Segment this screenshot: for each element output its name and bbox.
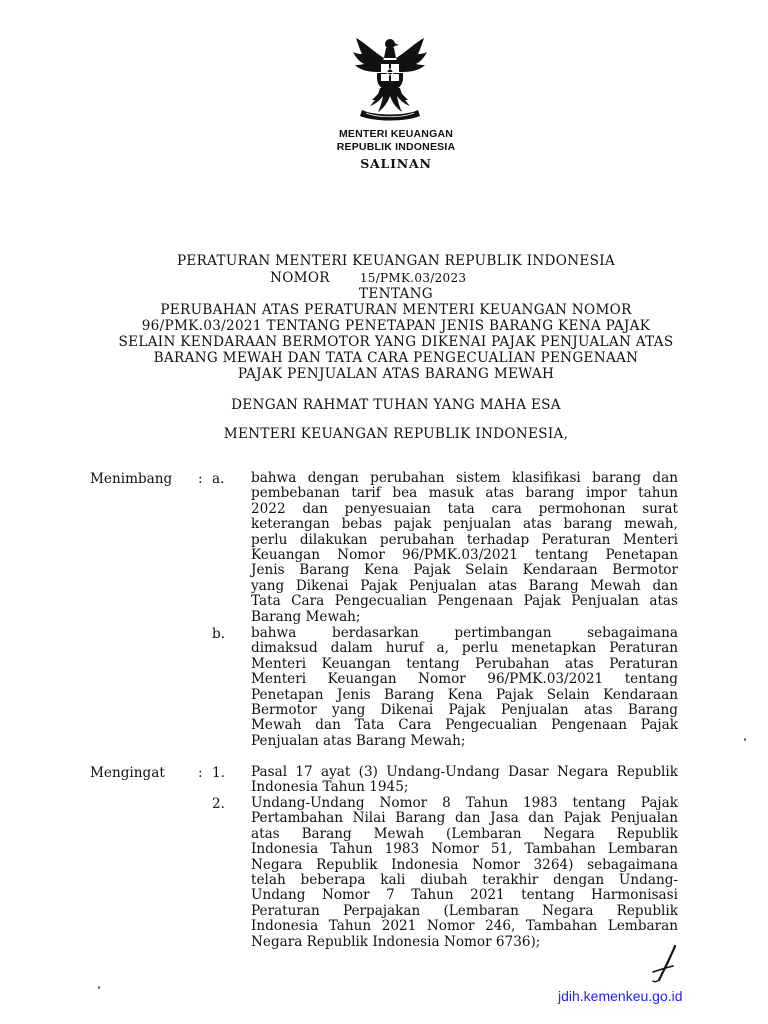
item-marker: 1. [212,765,225,781]
text-line: Jenis Barang Kena Pajak Selain Kendaraan Bermotor [251,562,678,579]
text-line: dimaksud dalam huruf a, perlu menetapkan Peraturan [251,640,678,657]
text-line: bahwa dengan perubahan sistem klasifikasi barang dan [251,470,678,486]
text-line: atas Barang Mewah (Lembaran Negara Republik [251,825,678,842]
text-line: Menteri Keuangan Nomor 96/PMK.03/2021 tentang [251,671,678,688]
scan-speck [98,986,100,989]
garuda-emblem-icon [350,34,430,122]
text-line: Penetapan Jenis Barang Kena Pajak Selain Kendaraan [251,686,678,703]
text-line: perlu dilakukan perubahan terhadap Peraturan Menteri [251,531,678,548]
text-line: Mewah dan Tata Cara Pengecualian Pengenaan Pajak [251,717,678,734]
subject-line: BARANG MEWAH DAN TATA CARA PENGECUALIAN PENGENAAN [153,350,639,366]
mengingat-colon: : [198,765,203,781]
text-line: Barang Mewah; [251,608,361,625]
text-line: Pasal 17 ayat (3) Undang-Undang Dasar Negara Republik [251,764,678,780]
subject-line: 96/PMK.03/2021 TENTANG PENETAPAN JENIS BARANG KENA PAJAK [141,318,651,334]
text-line: Negara Republik Indonesia Nomor 3264) sebagaimana [251,856,678,873]
text-line: Undang Nomor 7 Tahun 2021 tentang Harmonisasi [251,887,678,904]
source-link[interactable]: jdih.kemenkeu.go.id [558,988,683,1004]
item-marker: 2. [212,796,225,812]
scan-speck [744,738,746,741]
text-line: 2022 dan penyesuaian tata cara permohonan surat [251,500,678,517]
item-marker: a. [212,471,225,487]
mengingat-label: Mengingat [90,765,165,781]
initial-signature-mark [645,944,681,984]
text-line: Undang-Undang Nomor 8 Tahun 1983 tentang Pajak [251,795,678,811]
text-line: Pertambahan Nilai Barang dan Jasa dan Pajak Penjualan [251,810,678,827]
mengingat-item-1 [251,765,678,796]
menimbang-item-b [251,626,678,749]
text-line: pembebanan tarif bea masuk atas barang impor tahun [251,485,678,502]
text-line: Peraturan Perpajakan (Lembaran Negara Republik [251,902,678,919]
text-line: keterangan bebas pajak penjualan atas barang mewah, [251,516,678,533]
text-line: Indonesia Tahun 1945; [251,779,409,796]
subject-line: SELAIN KENDARAAN BERMOTOR YANG DIKENAI PAJAK PENJUALAN ATAS [118,334,674,350]
regulation-number [270,270,466,286]
office-name-line2: REPUBLIK INDONESIA [336,141,456,153]
tentang-label: TENTANG [359,286,433,302]
item-marker: b. [212,626,226,642]
blessing-line: DENGAN RAHMAT TUHAN YANG MAHA ESA [231,397,561,413]
text-line: Negara Republik Indonesia Nomor 6736); [251,933,541,950]
text-line: yang Dikenai Pajak Penjualan atas Barang Mewah dan [251,577,678,594]
menimbang-label: Menimbang [90,471,173,487]
text-line: Keuangan Nomor 96/PMK.03/2021 tentang Penetapan [251,547,678,564]
text-line: Bermotor yang Dikenai Pajak Penjualan atas Barang [251,702,678,719]
subject-line: PERUBAHAN ATAS PERATURAN MENTERI KEUANGAN NOMOR [160,302,632,318]
nomor-label: NOMOR [270,270,330,286]
mengingat-item-2 [251,796,678,950]
copy-label: SALINAN [360,156,432,171]
menimbang-item-a [251,471,678,625]
text-line: bahwa berdasarkan pertimbangan sebagaimana [251,625,678,641]
text-line: Tata Cara Pengecualian Pengenaan Pajak Penjualan atas [251,593,678,610]
text-line: telah beberapa kali diubah terakhir dengan Undang- [251,872,678,889]
nomor-value: 15/PMK.03/2023 [359,271,467,285]
regulation-title: PERATURAN MENTERI KEUANGAN REPUBLIK INDONESIA [176,253,616,269]
office-name-line1: MENTERI KEUANGAN [338,128,454,140]
issuer-line: MENTERI KEUANGAN REPUBLIK INDONESIA, [223,426,569,442]
text-line: Indonesia Tahun 2021 Nomor 246, Tambahan Lembaran [251,918,678,935]
text-line: Indonesia Tahun 1983 Nomor 51, Tambahan Lembaran [251,841,678,858]
menimbang-colon: : [198,471,203,487]
text-line: Penjualan atas Barang Mewah; [251,732,466,749]
subject-line: PAJAK PENJUALAN ATAS BARANG MEWAH [237,366,555,382]
text-line: Menteri Keuangan tentang Perubahan atas Peraturan [251,655,678,672]
